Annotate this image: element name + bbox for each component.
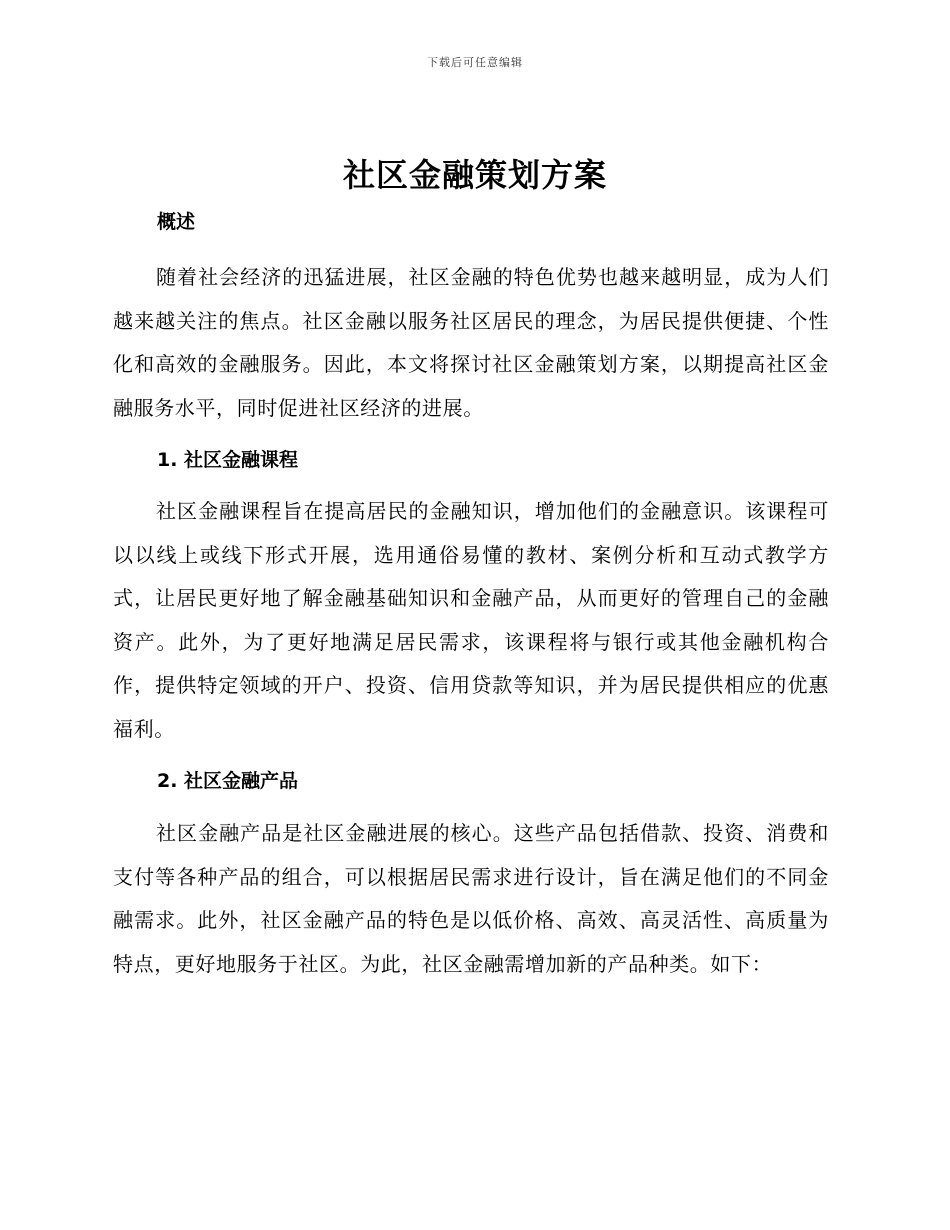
header-note: 下载后可任意编辑 [427,56,523,69]
section-paragraph-course: 社区金融课程旨在提高居民的金融知识，增加他们的金融意识。该课程可以以线上或线下形式开展，选用通俗易懂的教材、案例分析和互动式教学方式，让居民更好地了解金融基础知识和金融产品，从而更好的管理自己的金融资产。此外，为了更好地满足居民需求，该课程将与银行或其他金融机构合作，提供特定领域的开户、投资、信用贷款等知识，并为居民提供相应的优惠福利。 [113,499,829,741]
section-heading-course: 1. 社区金融课程 [157,449,299,471]
section-heading-products: 2. 社区金融产品 [157,770,299,792]
section-heading-overview: 概述 [157,211,196,233]
section-paragraph-products: 社区金融产品是社区金融进展的核心。这些产品包括借款、投资、消费和支付等各种产品的组合，可以根据居民需求进行设计，旨在满足他们的不同金融需求。此外，社区金融产品的特色是以低价格、高效、高灵活性、高质量为特点，更好地服务于社区。为此，社区金融需增加新的产品种类。如下： [113,821,829,976]
document-title: 社区金融策划方案 [342,156,607,194]
section-paragraph-overview: 随着社会经济的迅猛进展，社区金融的特色优势也越来越明显，成为人们越来越关注的焦点。社区金融以服务社区居民的理念，为居民提供便捷、个性化和高效的金融服务。因此，本文将探讨社区金融策划方案，以期提高社区金融服务水平，同时促进社区经济的进展。 [113,265,829,420]
